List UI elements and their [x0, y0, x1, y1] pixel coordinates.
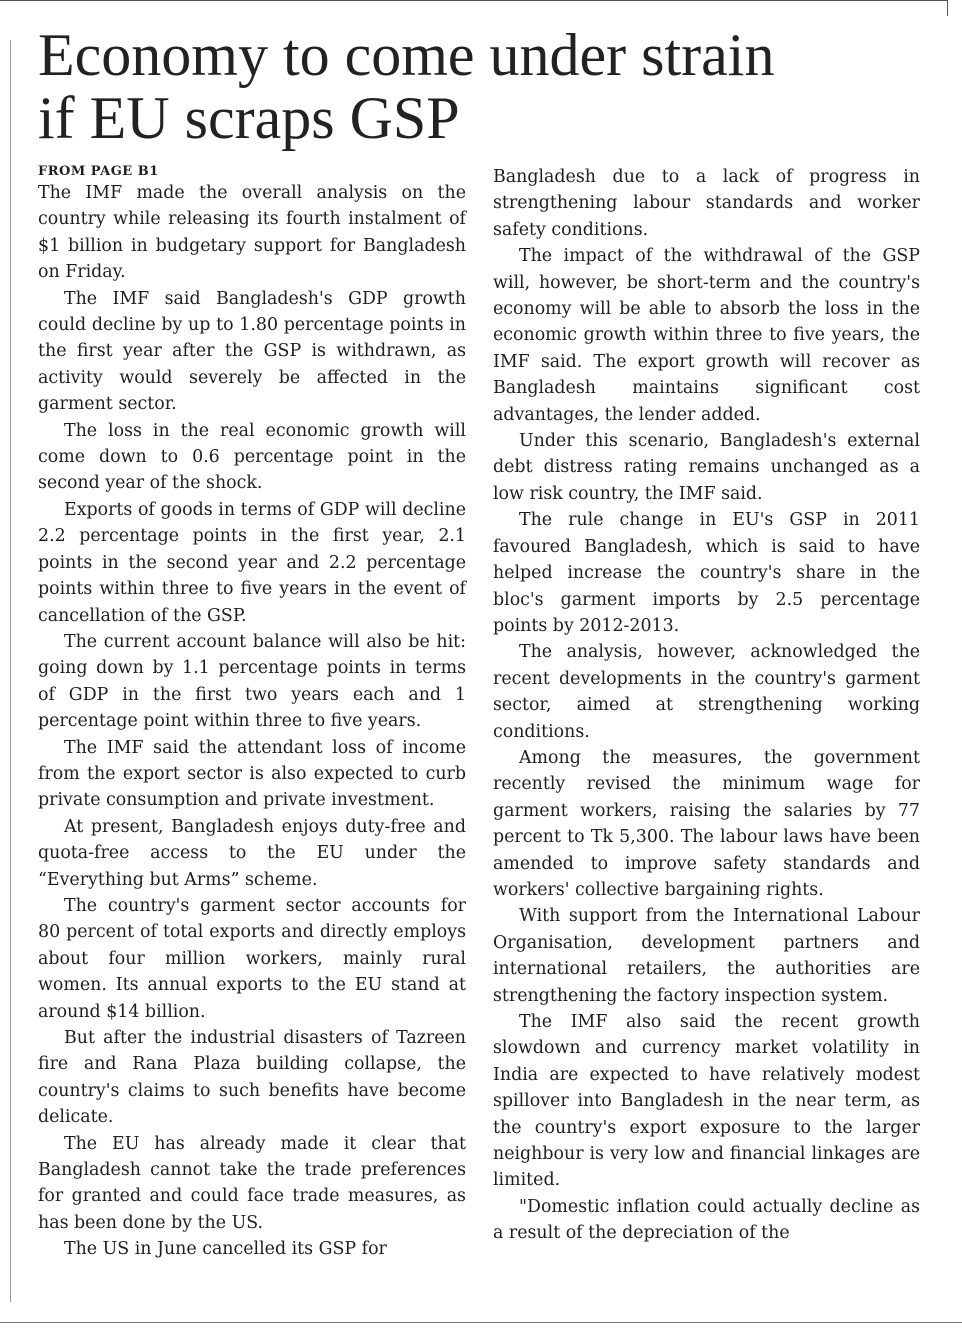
from-page-label: FROM PAGE B1: [38, 164, 159, 179]
bottom-border-rule: [0, 1322, 962, 1323]
paragraph: The IMF said Bangladesh's GDP growth could decline by up to 1.80 percentage points in the first year after the GSP is withdrawn, as activity would severely be affected in the garment sector.: [38, 288, 466, 415]
paragraph: The IMF also said the recent growth slowdown and currency market volatility in India are expected to have relatively modest spillover into Bangladesh in the near term, as the country's export exposure to the larger neighbour is very low and financial linkages are limited.: [493, 1012, 920, 1191]
paragraph: The rule change in EU's GSP in 2011 favoured Bangladesh, which is said to have helped increase the country's share in the bloc's garment imports by 2.5 percentage points by 2012-2013.: [493, 510, 920, 636]
paragraph: The analysis, however, acknowledged the recent developments in the country's garment sector, aimed at strengthening working conditions.: [493, 642, 920, 742]
paragraph: The IMF made the overall analysis on the country while releasing its fourth instalment of $1 billion in budgetary support for Bangladesh on Friday.: [38, 183, 466, 283]
paragraph: The country's garment sector accounts for 80 percent of total exports and directly employs about four million workers, mainly rural women. Its annual exports to the EU stand at around $14 billion.: [38, 895, 466, 1022]
paragraph: Under this scenario, Bangladesh's external debt distress rating remains unchanged as a low risk country, the IMF said.: [493, 431, 920, 504]
paragraph: The impact of the withdrawal of the GSP will, however, be short-term and the country's economy will be able to absorb the loss in the economic growth within three to five years, the IMF said. The export growth will recover as Bangladesh maintains significant cost advantages, the lender added.: [493, 246, 920, 425]
paragraph: The loss in the real economic growth will come down to 0.6 percentage point in the second year of the shock.: [38, 420, 466, 494]
paragraph: The EU has already made it clear that Bangladesh cannot take the trade preferences for granted and could face trade measures, as has been done by the US.: [38, 1133, 466, 1233]
paragraph: "Domestic inflation could actually decline as a result of the depreciation of the: [493, 1196, 920, 1244]
paragraph: The current account balance will also be hit: going down by 1.1 percentage points in terms of GDP in the first two years each and 1 percentage point within three to five years.: [38, 631, 466, 732]
left-margin-rule: [10, 40, 11, 1302]
top-border-rule: [0, 0, 948, 1]
left-text-column: [38, 163, 466, 1263]
paragraph: Among the measures, the government recently revised the minimum wage for garment workers, raising the salaries by 77 percent to Tk 5,300. The labour laws have been amended to improve safety standards and workers' collective bargaining rights.: [493, 747, 920, 900]
top-right-corner-rule: [947, 0, 948, 16]
paragraph: At present, Bangladesh enjoys duty-free and quota-free access to the EU under the “Everything but Arms” scheme.: [38, 816, 466, 890]
paragraph-continuation: Bangladesh due to a lack of progress in strengthening labour standards and worker safety conditions.: [493, 167, 920, 240]
paragraph: The IMF said the attendant loss of income from the export sector is also expected to curb private consumption and private investment.: [38, 737, 466, 811]
article-headline: [38, 24, 938, 150]
paragraph: The US in June cancelled its GSP for: [64, 1239, 387, 1260]
paragraph: But after the industrial disasters of Tazreen fire and Rana Plaza building collapse, the country's claims to such benefits have become delicate.: [38, 1028, 466, 1128]
headline-line-1: Economy to come under strain: [38, 22, 775, 88]
right-text-column: [493, 164, 920, 1247]
paragraph: With support from the International Labour Organisation, development partners and international retailers, the authorities are strengthening the factory inspection system.: [493, 906, 920, 1006]
paragraph: Exports of goods in terms of GDP will decline 2.2 percentage points in the first year, 2.1 points in the second year and 2.2 percentage points within three to five years in the event of cancellation of the GSP.: [38, 499, 466, 626]
headline-line-2: if EU scraps GSP: [38, 85, 460, 151]
